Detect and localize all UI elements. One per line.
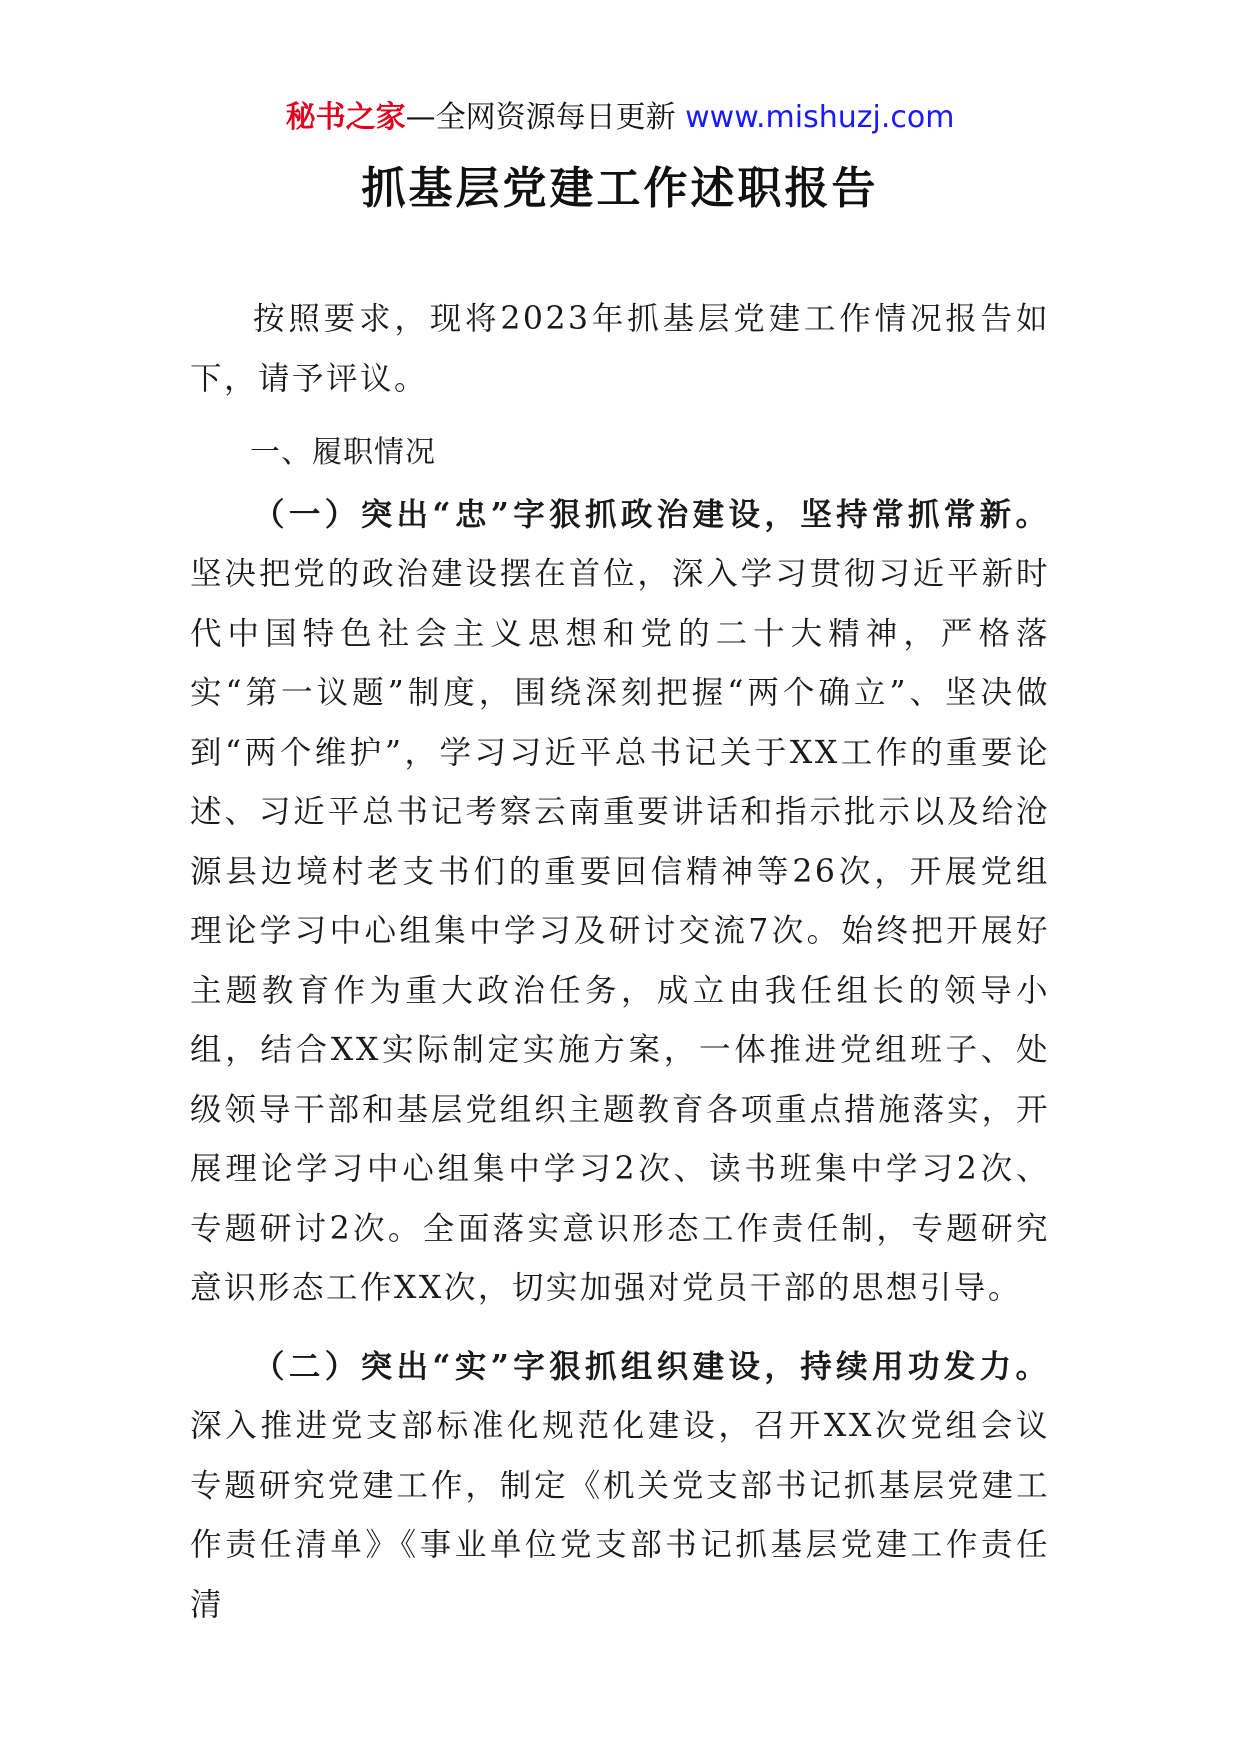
subsection-1-heading: （一）突出“忠”字狠抓政治建设，坚持常抓常新。 [253, 495, 1050, 533]
banner-brand: 秘书之家 [285, 100, 406, 135]
subsection-1-body: 坚决把党的政治建设摆在首位，深入学习贯彻习近平新时代中国特色社会主义思想和党的二十大精神，严格落实“第一议题”制度，围绕深刻把握“两个确立”、坚决做到“两个维护”，学习习近平总书记关于XX工作的重要论述、习近平总书记考察云南重要讲话和指示批示以及给沧源县边境村老支书们的重要回信精神等26次，开展党组理论学习中心组集中学习及研讨交流7次。始终把开展好主题教育作为重大政治任务，成立由我任组长的领导小组，结合XX实际制定实施方案，一体推进党组班子、处级领导干部和基层党组织主题教育各项重点措施落实，开展理论学习中心组集中学习2次、读书班集中学习2次、专题研讨2次。全面落实意识形态工作责任制，专题研究意识形态工作XX次，切实加强对党员干部的思想引导。 [190, 556, 1050, 1306]
subsection-2-body: 深入推进党支部标准化规范化建设，召开XX次党组会议专题研究党建工作，制定《机关党支部书记抓基层党建工作责任清单》《事业单位党支部书记抓基层党建工作责任清 [190, 1408, 1050, 1623]
section-heading: 一、履职情况 [250, 435, 436, 470]
intro-paragraph: 按照要求，现将2023年抓基层党建工作情况报告如下，请予评议。 [190, 301, 1050, 397]
subsection-2-heading: （二）突出“实”字狠抓组织建设，持续用功发力。 [253, 1347, 1050, 1385]
site-banner [0, 98, 1240, 138]
document-title: 抓基层党建工作述职报告 [361, 163, 879, 214]
document-body [190, 290, 1050, 1635]
banner-tagline: —全网资源每日更新 [405, 100, 676, 135]
banner-url-link[interactable]: www.mishuzj.com [685, 100, 955, 135]
subsection-2-paragraph [190, 1337, 1050, 1636]
subsection-1-paragraph [190, 485, 1050, 1319]
